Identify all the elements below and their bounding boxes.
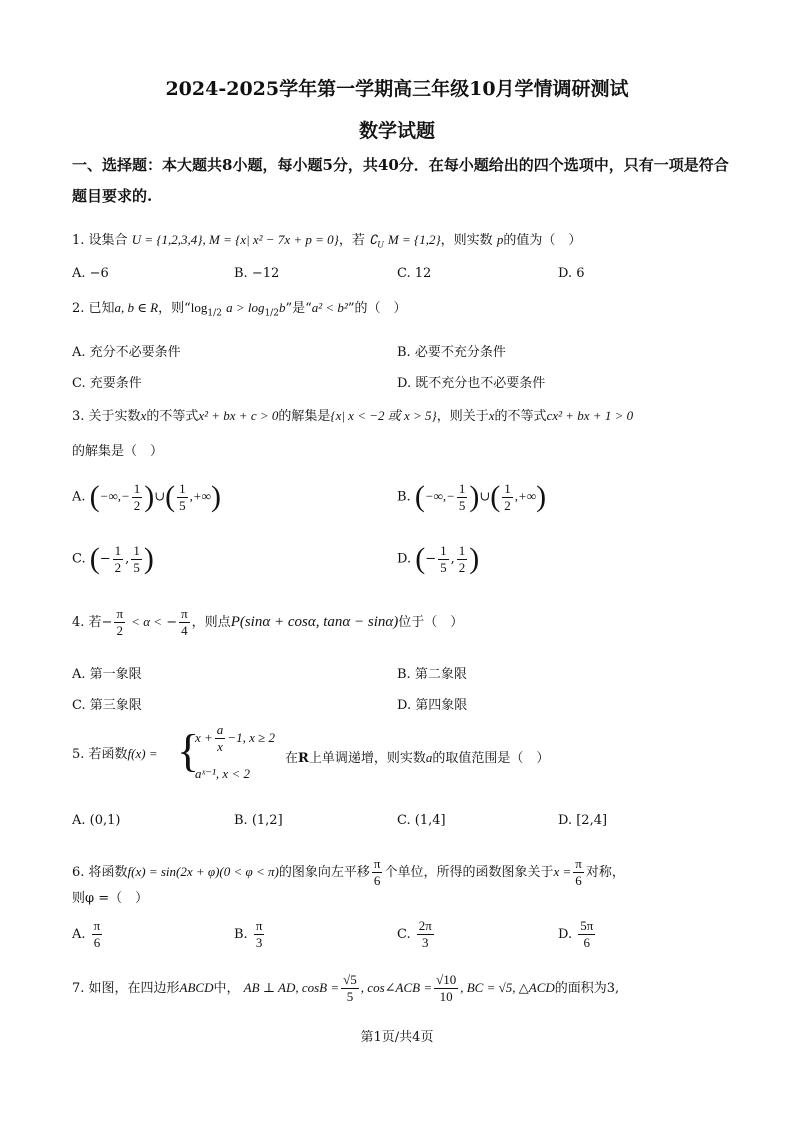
page-subtitle: 数学试题 xyxy=(358,120,435,142)
q6-option-d: D. $\frac{5\pi}{6}$ xyxy=(558,918,594,950)
q5-option-d: D. [2,4] xyxy=(558,813,608,828)
section-heading: 一、选择题：本大题共8小题，每小题5分，共40分．在每小题给出的四个选项中，只有一项是符合题目要求的. xyxy=(72,156,729,205)
q3-option-d: D. (− $\frac{1}{5}$ , $\frac{1}{2}$ ) xyxy=(397,542,480,575)
question-5-prefix: 5. 若函数f(x) = xyxy=(72,746,158,762)
q2-option-c: C. 充要条件 xyxy=(72,376,142,391)
q3-option-a: A. (−∞,− $\frac{1}{2}$ )∪( $\frac{1}{5}$ ,+∞) xyxy=(72,480,221,513)
q4-option-d: D. 第四象限 xyxy=(397,698,468,713)
q1-option-c: C. 12 xyxy=(397,266,432,281)
q6-option-b: B. $\frac{\pi}{3}$ xyxy=(234,918,263,950)
q1-option-a: A. −6 xyxy=(72,266,109,281)
q6-option-a: A. $\frac{\pi}{6}$ xyxy=(72,918,101,950)
question-6-line2: 则φ =（ ） xyxy=(72,891,149,906)
question-2: 2. 已知a, b ∈ R，则“$\log_{1/2}$ $a > \log_{1/2}b$”是“a² < b²”的（ ） xyxy=(72,300,407,319)
question-7: 7. 如图，在四边形ABCD中， AB ⊥ AD, cosB = $\frac{√5}{5}$ , cos∠ACB = $\frac{√10}{10}$ , BC = √5, △ACD的面积为3, xyxy=(72,972,620,1004)
question-3-line2: 的解集是（ ） xyxy=(72,444,164,459)
page-footer: 第1页/共4页 xyxy=(360,1030,434,1045)
question-1: 1. 设集合 U = {1,2,3,4}, M = {x| x² − 7x + p = 0}，若 $∁_U$ M = {1,2}，则实数 p的值为（ ） xyxy=(72,232,582,250)
q1-option-b: B. −12 xyxy=(234,266,280,281)
q4-option-a: A. 第一象限 xyxy=(72,667,142,682)
q5-option-a: A. (0,1) xyxy=(72,813,121,828)
q2-option-d: D. 既不充分也不必要条件 xyxy=(397,376,546,391)
q2-option-a: A. 充分不必要条件 xyxy=(72,345,181,360)
q6-option-c: C. $\frac{2\pi}{3}$ xyxy=(397,918,432,950)
q3-option-b: B. (−∞,− $\frac{1}{5}$ )∪( $\frac{1}{2}$ ,+∞) xyxy=(397,480,547,513)
question-5-rest: 在R上单调递增，则实数a的取值范围是（ ） xyxy=(285,750,550,766)
q1-option-d: D. 6 xyxy=(558,266,585,281)
question-3: 3. 关于实数x的不等式x² + bx + c > 0的解集是{x| x < −2 或 x > 5}，则关于x的不等式cx² + bx + 1 > 0 xyxy=(72,408,634,424)
q3-option-c: C. (− $\frac{1}{2}$ , $\frac{1}{5}$ ) xyxy=(72,542,154,575)
q5-option-c: C. (1,4] xyxy=(397,813,446,828)
q5-option-b: B. (1,2] xyxy=(234,813,283,828)
exam-page: 2024-2025学年第一学期高三年级10月学情调研测试 数学试题 一、选择题：本大题共8小题，每小题5分，共40分．在每小题给出的四个选项中，只有一项是符合题目要求的. 1. 设集合 U = {1,2,3,4}, M = {x| x² − 7x + p = 0}，若 $∁_U$ M = {1,2}，则实数 p的值为（ ） A. −6 B. −12 C. 12 D. 6 2. 已知a, b ∈ R，则“$\log_{1/2}$ $a > \log_{1/2}b$”是“a² < b²”的（ ） A. 充分不必要条件 B. 必要不充分条件 C. 充要条件 D. 既不充分也不必要条件 3. 关于实数x的不等式x² + bx + c > 0的解集是{x| x < −2 或 x > 5}，则关于x的不等式cx² + bx + 1 > 0 的解集是（ ） A. (−∞,− $\frac{1}{2}$ )∪( $\frac{1}{5}$ ,+∞) B. (−∞,− $\frac{1}{5}$ )∪( $\frac{1}{2}$ ,+∞) C. (− $\frac{1}{2}$ , $\frac{1}{5}$ ) D. (− $\frac{1}{5}$ , $\frac{1}{2}$ ) 4. 若− $\frac{\pi}{2}$ < α < − $\frac{\pi}{4}$ ，则点P(sinα + cosα, tanα − sinα)位于（ ） A. 第一象限 B. 第二象限 C. 第三象限 D. 第四象限 5. 若函数f(x) = { x + $\frac{a}{x}$ −1, x ≥ 2 aˣ⁻¹, x < 2 在R上单调递增，则实数a的取值范围是（ ） A. (0,1) B. (1,2] C. (1,4] D. [2,4] 6. 将函数f(x) = sin(2x + φ)(0 < φ < π)的图象向左平移 $\frac{\pi}{6}$ 个单位，所得的函数图象关于x = $\frac{\pi}{6}$ 对称， 则φ =（ ） A. $\frac{\pi}{6}$ B. $\frac{\pi}{3}$ C. $\frac{2\pi}{3}$ D. $\frac{5\pi}{6}$ 7. 如图，在四边形ABCD中， AB ⊥ AD, cosB = $\frac{√5}{5}$ , cos∠ACB = $\frac{√10}{10}$ , BC = √5, △ACD的面积为3, 第1页/共4页 xyxy=(0,0,794,1122)
q2-option-b: B. 必要不充分条件 xyxy=(397,345,506,360)
question-6: 6. 将函数f(x) = sin(2x + φ)(0 < φ < π)的图象向左平移 $\frac{\pi}{6}$ 个单位，所得的函数图象关于x = $\frac{\pi}{6}$ 对称， xyxy=(72,856,625,888)
q4-option-c: C. 第三象限 xyxy=(72,698,142,713)
q4-option-b: B. 第二象限 xyxy=(397,667,467,682)
question-4: 4. 若− $\frac{\pi}{2}$ < α < − $\frac{\pi}{4}$ ，则点P(sinα + cosα, tanα − sinα)位于（ ） xyxy=(72,606,464,638)
page-title: 2024-2025学年第一学期高三年级10月学情调研测试 xyxy=(165,78,629,100)
